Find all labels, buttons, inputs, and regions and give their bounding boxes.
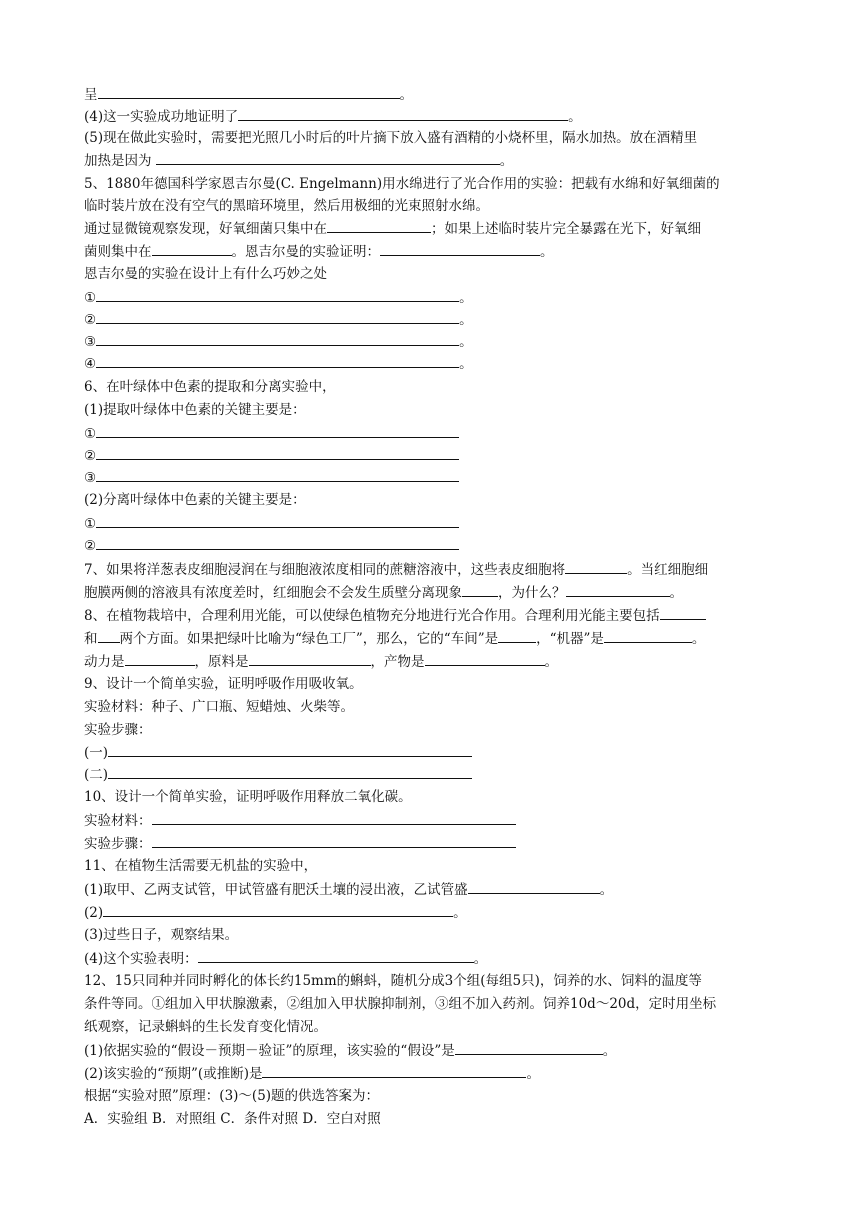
question-7-cont: 胞膜两侧的溶液具有浓度差时，红细胞会不会发生质壁分离现象 ，为什么？ 。 bbox=[84, 582, 683, 602]
design-point-2: ② 。 bbox=[84, 309, 473, 329]
question-5-observation-cont: 菌则集中在 。恩吉尔曼的实验证明： 。 bbox=[84, 241, 554, 261]
design-point-1: ① 。 bbox=[84, 287, 473, 307]
answer-blank[interactable] bbox=[152, 833, 516, 848]
question-5-observation: 通过显微镜观察发现，好氧细菌只集中在 ；如果上述临时装片完全暴露在光下，好氧细 bbox=[84, 218, 701, 238]
question-5-design: 恩吉尔曼的实验在设计上有什么巧妙之处 bbox=[84, 266, 327, 282]
question-11-1: (1)取甲、乙两支试管，甲试管盛有肥沃土壤的浸出液，乙试管盛 。 bbox=[84, 879, 613, 899]
question-11-2: (2) 。 bbox=[84, 902, 467, 922]
answer-blank[interactable] bbox=[455, 1040, 603, 1055]
extract-point-1: ① bbox=[84, 423, 459, 443]
answer-blank[interactable] bbox=[238, 106, 568, 121]
answer-blank[interactable] bbox=[108, 742, 472, 757]
design-point-4: ④ 。 bbox=[84, 353, 473, 373]
question-12-cont2: 纸观察，记录蝌蚪的生长发育变化情况。 bbox=[84, 1019, 327, 1035]
answer-blank[interactable] bbox=[565, 559, 627, 574]
question-5-cont: 临时装片放在没有空气的黑暗环境里，然后用极细的光束照射水绵。 bbox=[84, 198, 489, 214]
control-principle: 根据“实验对照”原理：(3)～(5)题的供选答案为： bbox=[84, 1088, 380, 1104]
question-12-2: (2)该实验的“预期”(或推断)是 。 bbox=[84, 1063, 540, 1083]
separate-point-2: ② bbox=[84, 535, 459, 555]
question-10: 10、设计一个简单实验，证明呼吸作用释放二氧化碳。 bbox=[84, 789, 412, 805]
answer-blank[interactable] bbox=[425, 651, 545, 666]
answer-options: A．实验组 B．对照组 C．条件对照 D．空白对照 bbox=[84, 1111, 381, 1127]
answer-blank[interactable] bbox=[249, 651, 371, 666]
question-11-3: (3)过些日子，观察结果。 bbox=[84, 927, 239, 943]
answer-blank[interactable] bbox=[152, 810, 516, 825]
answer-blank[interactable] bbox=[96, 309, 459, 324]
question-8-cont2: 动力是 ，原料是 ，产物是 。 bbox=[84, 651, 558, 671]
answer-blank[interactable] bbox=[96, 535, 459, 550]
answer-blank[interactable] bbox=[156, 150, 500, 165]
question-8-cont: 和 两个方面。如果把绿叶比喻为“绿色工厂”，那么，它的“车间”是 ，“机器”是 。 bbox=[84, 628, 705, 648]
answer-blank[interactable] bbox=[96, 423, 459, 438]
answer-blank[interactable] bbox=[462, 582, 498, 597]
question-4-5: (5)现在做此实验时，需要把光照几小时后的叶片摘下放入盛有酒精的小烧杯里，隔水加热。放在酒精里 bbox=[84, 130, 698, 146]
separate-point-1: ① bbox=[84, 513, 459, 533]
answer-blank[interactable] bbox=[98, 84, 400, 99]
answer-blank[interactable] bbox=[96, 353, 459, 368]
question-11: 11、在植物生活需要无机盐的实验中， bbox=[84, 858, 318, 874]
extract-point-2: ② bbox=[84, 445, 459, 465]
question-9-steps: 实验步骤： bbox=[84, 722, 152, 738]
answer-blank[interactable] bbox=[96, 445, 459, 460]
answer-blank[interactable] bbox=[468, 879, 600, 894]
answer-blank[interactable] bbox=[604, 628, 692, 643]
design-point-3: ③ 。 bbox=[84, 331, 473, 351]
question-8: 8、在植物栽培中，合理利用光能，可以使绿色植物充分地进行光合作用。合理利用光能主要包括 bbox=[84, 605, 706, 625]
answer-blank[interactable] bbox=[125, 651, 195, 666]
question-12-1: (1)依据实验的“假设－预期－验证”的原理，该实验的“假设”是 。 bbox=[84, 1040, 616, 1060]
answer-blank[interactable] bbox=[380, 241, 540, 256]
question-6: 6、在叶绿体中色素的提取和分离实验中， bbox=[84, 379, 336, 395]
answer-blank[interactable] bbox=[103, 902, 453, 917]
step-1: (一) bbox=[84, 742, 472, 762]
answer-blank[interactable] bbox=[96, 513, 459, 528]
question-12: 12、15只同种并同时孵化的体长约15mm的蝌蚪，随机分成3个组(每组5只)，饲养的水、饲料的温度等 bbox=[84, 973, 702, 989]
question-11-4: (4)这个实验表明： 。 bbox=[84, 948, 487, 968]
answer-blank[interactable] bbox=[98, 628, 120, 643]
extract-point-3: ③ bbox=[84, 467, 459, 487]
answer-blank[interactable] bbox=[152, 241, 232, 256]
answer-blank[interactable] bbox=[660, 605, 706, 620]
question-7: 7、如果将洋葱表皮细胞浸润在与细胞液浓度相同的蔗糖溶液中，这些表皮细胞将 。当红细胞细 bbox=[84, 559, 708, 579]
question-6-1: (1)提取叶绿体中色素的关键主要是： bbox=[84, 402, 306, 418]
answer-blank[interactable] bbox=[96, 467, 459, 482]
answer-blank[interactable] bbox=[96, 331, 459, 346]
question-9-materials: 实验材料：种子、广口瓶、短蜡烛、火柴等。 bbox=[84, 699, 354, 715]
answer-blank[interactable] bbox=[327, 218, 431, 233]
question-10-materials: 实验材料： bbox=[84, 810, 516, 830]
answer-blank[interactable] bbox=[262, 1063, 526, 1078]
question-12-cont: 条件等同。①组加入甲状腺激素，②组加入甲状腺抑制剂，③组不加入药剂。饲养10d～20d，定时用坐标 bbox=[84, 996, 717, 1012]
line-1: 呈 。 bbox=[84, 84, 413, 104]
answer-blank[interactable] bbox=[198, 948, 474, 963]
answer-blank[interactable] bbox=[108, 764, 472, 779]
answer-blank[interactable] bbox=[498, 628, 536, 643]
question-4-4: (4)这一实验成功地证明了 。 bbox=[84, 106, 582, 126]
step-2: (二) bbox=[84, 764, 472, 784]
question-6-2: (2)分离叶绿体中色素的关键主要是： bbox=[84, 492, 306, 508]
answer-blank[interactable] bbox=[566, 582, 670, 597]
question-10-steps: 实验步骤： bbox=[84, 833, 516, 853]
question-9: 9、设计一个简单实验，证明呼吸作用吸收氧。 bbox=[84, 676, 363, 692]
answer-blank[interactable] bbox=[96, 287, 459, 302]
question-4-5-cont: 加热是因为 。 bbox=[84, 150, 513, 170]
question-5: 5、1880年德国科学家恩吉尔曼(C. Engelmann)用水绵进行了光合作用的实验：把载有水绵和好氧细菌的 bbox=[84, 176, 720, 192]
